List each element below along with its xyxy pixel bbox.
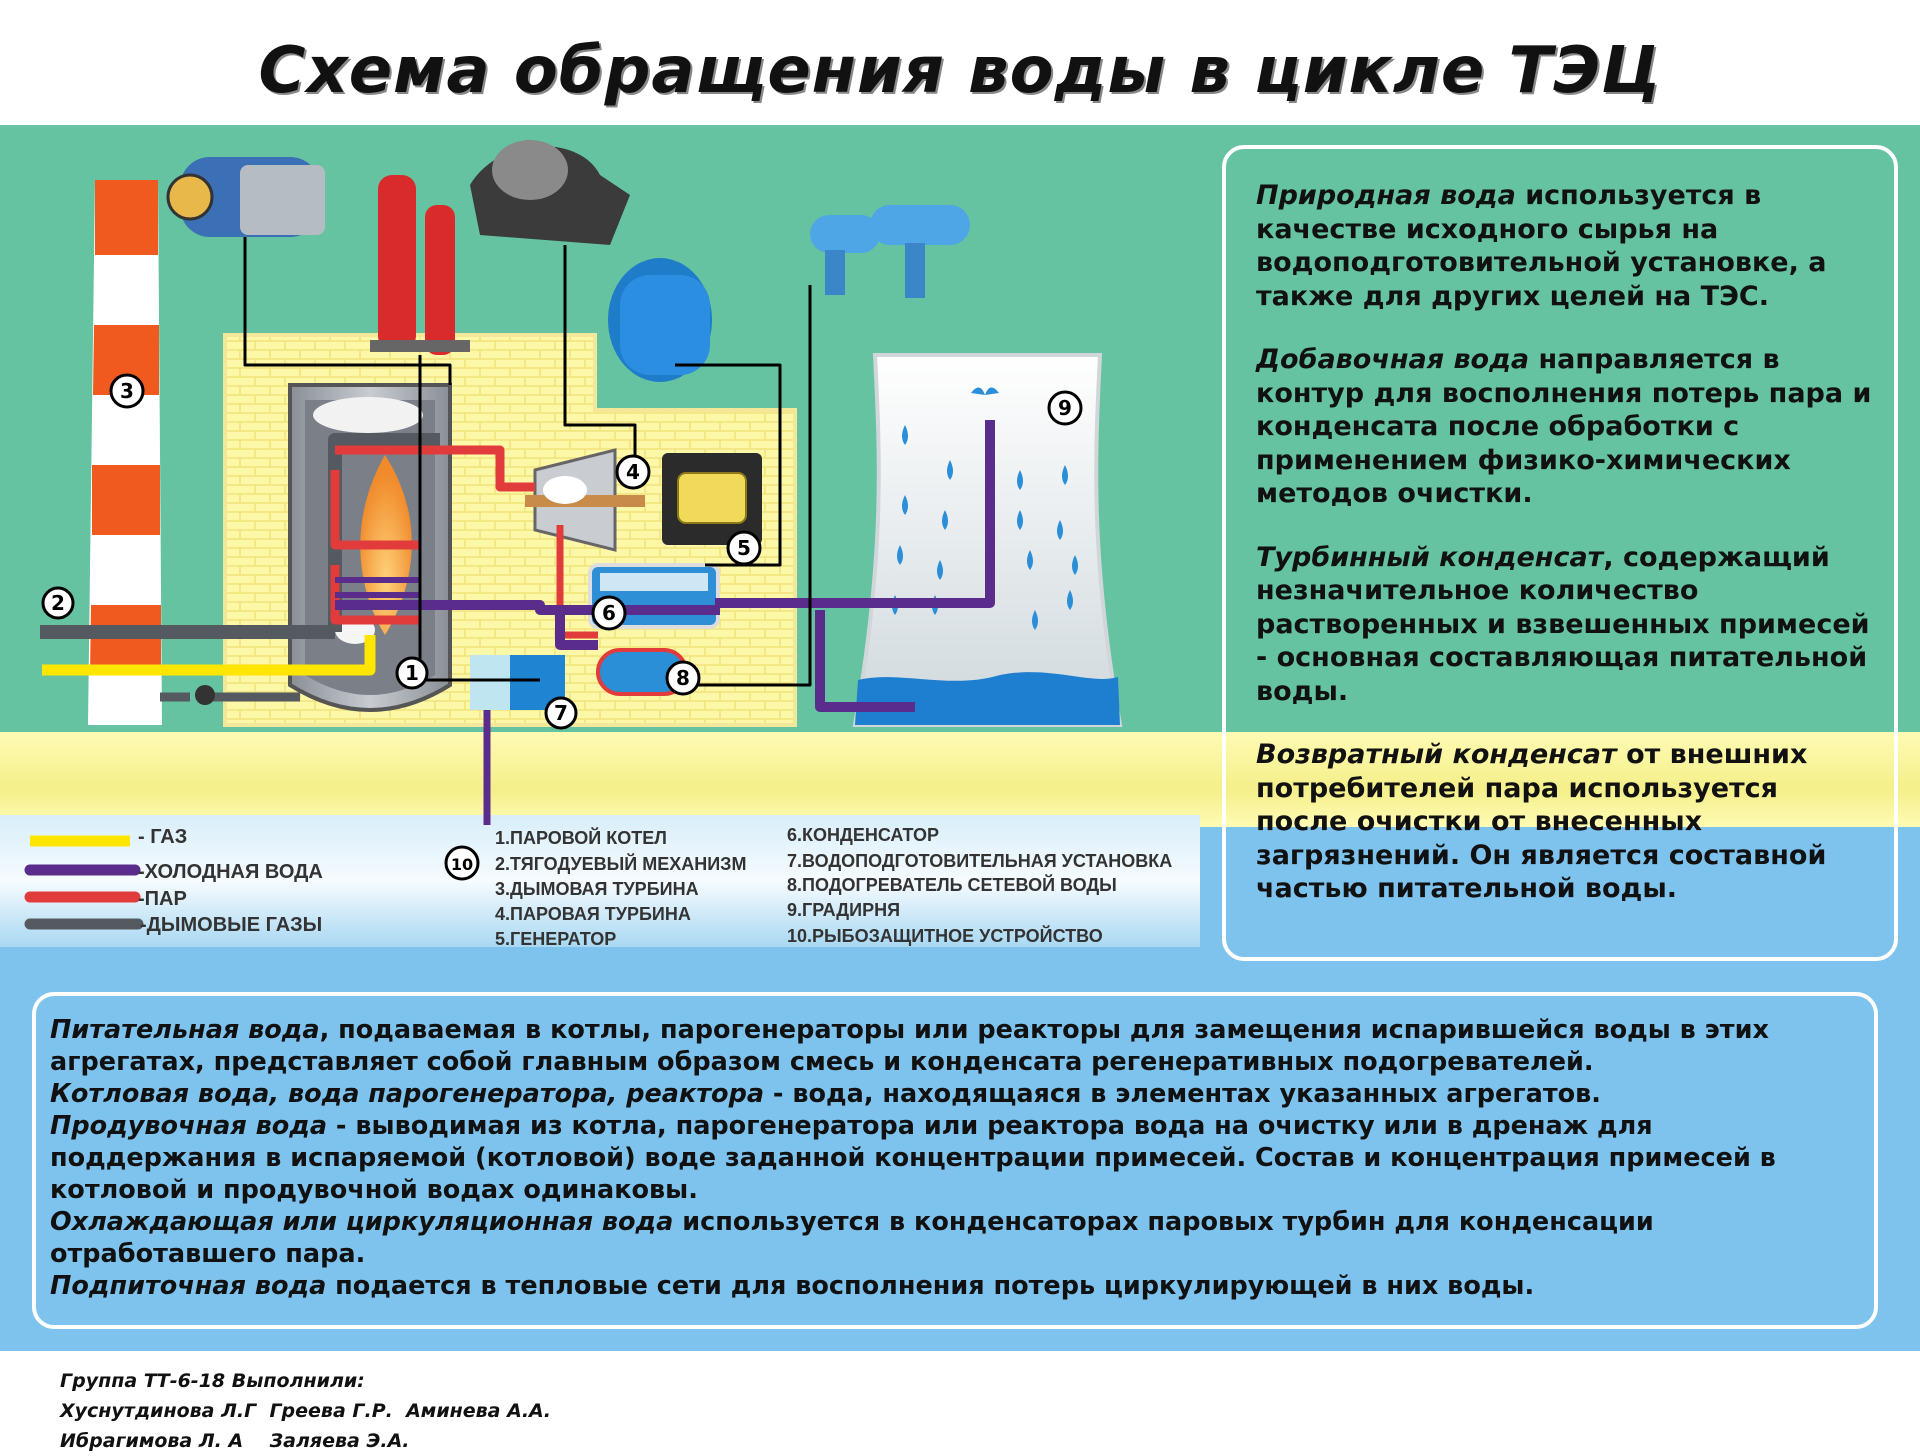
legend-label-gas: - ГАЗ <box>138 826 188 848</box>
marker-8-label: 8 <box>676 666 690 690</box>
component-4: 4.ПАРОВАЯ ТУРБИНА <box>495 904 691 924</box>
feed-water-line <box>50 1014 1860 1078</box>
component-9: 9.ГРАДИРНЯ <box>787 900 901 920</box>
component-1: 1.ПАРОВОЙ КОТЕЛ <box>495 828 667 848</box>
natural-water-paragraph <box>1256 179 1876 313</box>
marker-1 <box>397 658 427 688</box>
credits-authors-1: Хуснутдинова Л.Г Греева Г.Р. Аминева А.А. <box>60 1400 551 1422</box>
credits <box>60 1366 551 1456</box>
legend-label-cold-water: -ХОЛОДНАЯ ВОДА <box>138 861 323 883</box>
cooling-water-line <box>50 1206 1860 1270</box>
component-8: 8.ПОДОГРЕВАТЕЛЬ СЕТЕВОЙ ВОДЫ <box>787 875 1117 895</box>
component-10: 10.РЫБОЗАЩИТНОЕ УСТРОЙСТВО <box>787 926 1103 946</box>
boiler-water-term: Котловая вода, вода парогенератора, реактора <box>50 1079 765 1109</box>
legend-item-steam <box>30 888 187 910</box>
marker-4-label: 4 <box>626 460 640 484</box>
page-title: Схема обращения воды в цикле ТЭЦ <box>258 34 1662 108</box>
return-condensate-text: от внешних потребителей пара используется после очистки от внесенных загрязнений. Он является составной частью питательной воды. <box>1256 739 1827 904</box>
natural-water-term: Природная вода <box>1256 180 1516 211</box>
marker-3 <box>111 375 143 407</box>
chp-water-cycle-diagram <box>0 125 1200 955</box>
marker-9-label: 9 <box>1058 396 1072 420</box>
turbine-condensate-term: Турбинный конденсат <box>1256 541 1604 573</box>
component-2: 2.ТЯГОДУЕВЫЙ МЕХАНИЗМ <box>495 854 747 874</box>
component-6: 6.КОНДЕНСАТОР <box>787 825 940 845</box>
blowdown-water-term: Продувочная вода <box>50 1111 328 1141</box>
legend <box>30 826 323 936</box>
cooling-water-term: Охлаждающая или циркуляционная вода <box>50 1207 674 1237</box>
marker-6-label: 6 <box>602 601 616 625</box>
cooling-water-text: используется в конденсаторах паровых турбин для конденсации отработавшего пара. <box>50 1207 1654 1269</box>
blowdown-water-line <box>50 1110 1860 1206</box>
marker-2 <box>43 588 73 618</box>
return-condensate-term: Возвратный конденсат <box>1256 739 1617 770</box>
supply-water-text: подается в тепловые сети для восполнения потерь циркулирующей в них воды. <box>326 1271 1535 1301</box>
marker-10-label: 10 <box>450 855 474 874</box>
credits-authors-2: Ибрагимова Л. А Заляева Э.А. <box>60 1430 410 1452</box>
feed-water-term: Питательная вода <box>50 1015 320 1045</box>
boiler-water-text: - вода, находящаяся в элементах указанных агрегатов. <box>764 1079 1601 1109</box>
water-types-panel <box>1222 145 1898 961</box>
makeup-water-term: Добавочная вода <box>1256 344 1530 375</box>
supply-water-line <box>50 1270 1860 1302</box>
chimney <box>88 180 162 725</box>
turbine-condensate-paragraph <box>1256 541 1876 709</box>
component-7: 7.ВОДОПОДГОТОВИТЕЛЬНАЯ УСТАНОВКА <box>787 851 1173 871</box>
natural-water-text: используется в качестве исходного сырья на водоподготовительной установке, а также для других целей на ТЭС. <box>1256 180 1827 312</box>
makeup-water-paragraph <box>1256 343 1876 511</box>
marker-10 <box>446 847 478 879</box>
legend-item-gas <box>30 826 187 848</box>
marker-3-label: 3 <box>120 379 134 403</box>
legend-item-flue-gas <box>30 914 322 936</box>
boiler-water-line <box>50 1078 1860 1110</box>
marker-7 <box>546 698 576 728</box>
marker-2-label: 2 <box>51 591 65 615</box>
definitions-panel <box>32 992 1878 1329</box>
marker-5 <box>728 532 760 564</box>
makeup-water-text: направляется в контур для восполнения потерь пара и конденсата после обработки с применением физико-химических методов очистки. <box>1256 344 1872 509</box>
marker-5-label: 5 <box>737 536 751 560</box>
marker-8 <box>667 662 699 694</box>
return-condensate-paragraph <box>1256 738 1876 906</box>
marker-1-label: 1 <box>405 661 419 685</box>
legend-label-flue-gas: -ДЫМОВЫЕ ГАЗЫ <box>140 914 323 936</box>
legend-item-cold-water <box>30 861 323 883</box>
turbine-condensate-text: , содержащий незначительное количество растворенных и взвешенных примесей - основная составляющая питательной воды. <box>1256 541 1870 707</box>
supply-water-term: Подпиточная вода <box>50 1271 327 1301</box>
marker-4 <box>617 456 649 488</box>
marker-6 <box>593 597 625 629</box>
blowdown-water-text: - выводимая из котла, парогенератора или реактора вода на очистку или в дренаж для поддержания в испаряемой (котловой) воде заданной концентрации примесей. Состав и концентрация примесей в котловой и продувочной водах одинаковы. <box>50 1111 1776 1205</box>
marker-7-label: 7 <box>554 701 568 725</box>
component-5: 5.ГЕНЕРАТОР <box>495 929 617 949</box>
credits-group: Группа ТТ-6-18 Выполнили: <box>60 1370 365 1392</box>
component-list <box>495 825 1172 949</box>
feed-water-text: , подаваемая в котлы, парогенераторы или реакторы для замещения испарившейся воды в этих агрегатах, представляет собой главным образом смесь и конденсата регенеративных подогревателей. <box>50 1015 1769 1077</box>
component-3: 3.ДЫМОВАЯ ТУРБИНА <box>495 879 699 899</box>
marker-9 <box>1049 392 1081 424</box>
legend-label-steam: -ПАР <box>138 888 187 910</box>
